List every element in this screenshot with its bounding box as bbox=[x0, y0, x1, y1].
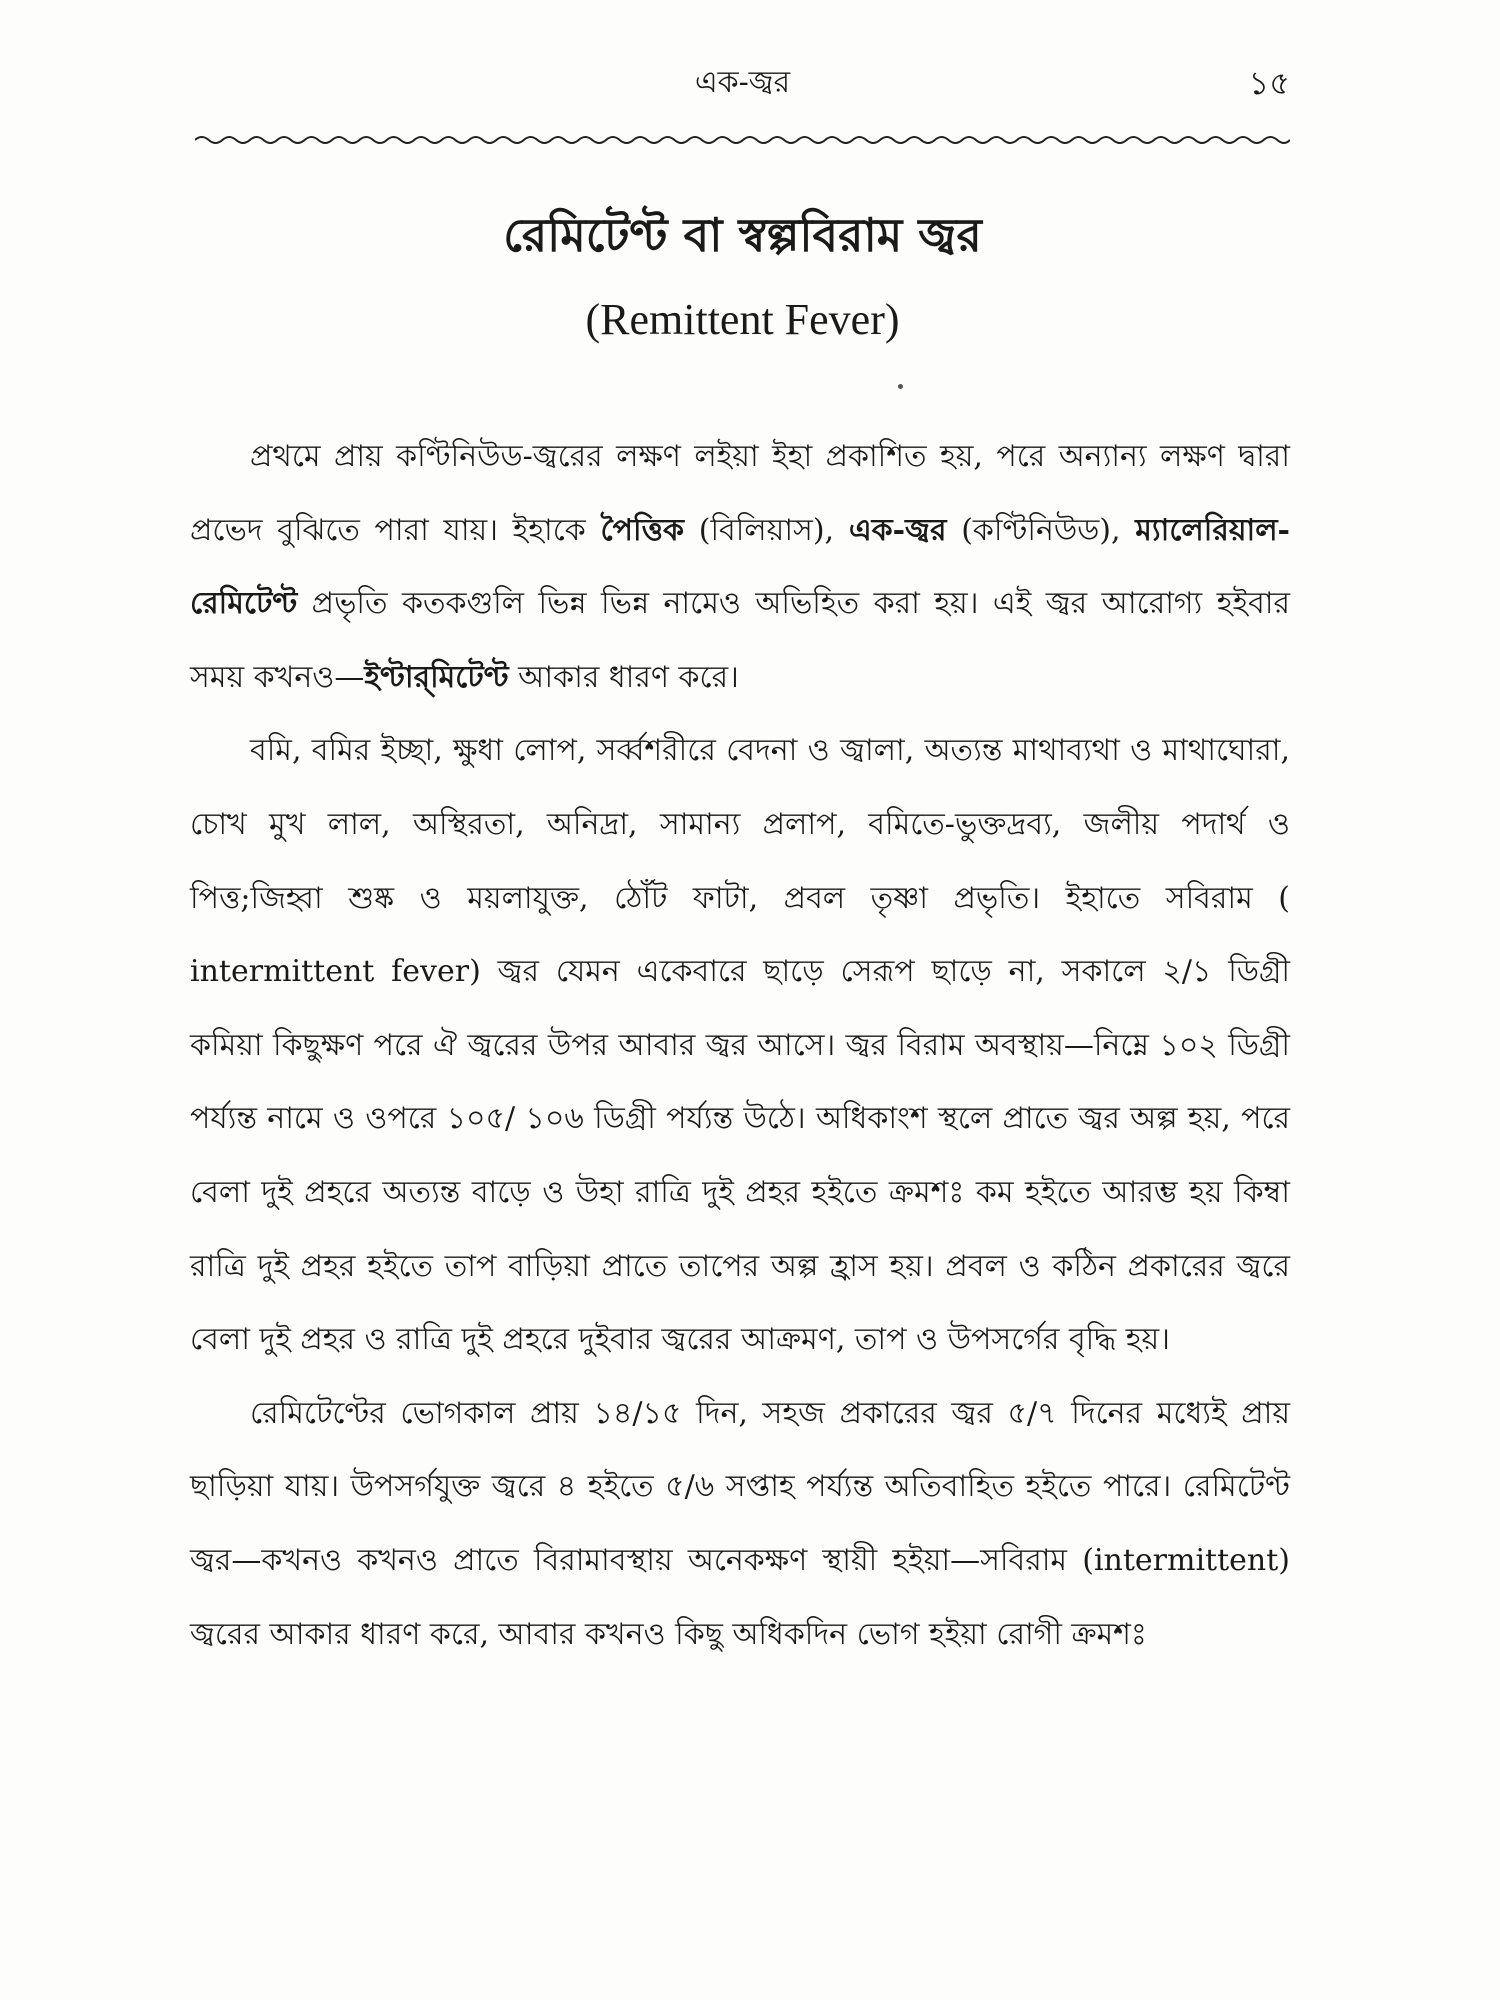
print-speck bbox=[898, 384, 903, 389]
wavy-rule-divider bbox=[195, 132, 1290, 148]
paragraph-2: বমি, বমির ইচ্ছা, ক্ষুধা লোপ, সর্ব্বশরীরে বেদনা ও জ্বালা, অত্যন্ত মাথাব্যথা ও মাথাঘোরা, চোখ মুখ লাল, অস্থিরতা, অনিদ্রা, সামান্য প্রলাপ, বমিতে-ভুক্তদ্রব্য, জলীয় পদার্থ ও পিত্ত;জিহ্বা শুষ্ক ও ময়লাযুক্ত, ঠোঁট ফাটা, প্রবল তৃষ্ণা প্রভৃতি। ইহাতে সবিরাম ( intermittent fever) জ্বর যেমন একেবারে ছাড়ে সেরূপ ছাড়ে না, সকালে ২/১ ডিগ্রী কমিয়া কিছুক্ষণ পরে ঐ জ্বরের উপর আবার জ্বর আসে। জ্বর বিরাম অবস্থায়—নিম্নে ১০২ ডিগ্রী পর্য্যন্ত নামে ও ওপরে ১০৫/ ১০৬ ডিগ্রী পর্য্যন্ত উঠে। অধিকাংশ স্থলে প্রাতে জ্বর অল্প হয়, পরে বেলা দুই প্রহরে অত্যন্ত বাড়ে ও উহা রাত্রি দুই প্রহর হইতে ক্রমশঃ কম হইতে আরম্ভ হয় কিম্বা রাত্রি দুই প্রহর হইতে তাপ বাড়িয়া প্রাতে তাপের অল্প হ্রাস হয়। প্রবল ও কঠিন প্রকারের জ্বরে বেলা দুই প্রহর ও রাত্রি দুই প্রহরে দুইবার জ্বরের আক্রমণ, তাপ ও উপসর্গের বৃদ্ধি হয়। bbox=[190, 733, 1290, 1358]
body-text bbox=[190, 420, 1290, 1671]
running-title: এক-জ্বর bbox=[694, 65, 791, 100]
chapter-title: রেমিটেণ্ট বা স্বল্পবিরাম জ্বর bbox=[503, 208, 982, 262]
paragraph-1: প্রথমে প্রায় কণ্টিনিউড-জ্বরের লক্ষণ লইয়া ইহা প্রকাশিত হয়, পরে অন্যান্য লক্ষণ দ্বারা প্রভেদ বুঝিতে পারা যায়। ইহাকে পৈত্তিক (বিলিয়াস), এক-জ্বর (কণ্টিনিউড), ম্যালেরিয়াল-রেমিটেণ্ট প্রভৃতি কতকগুলি ভিন্ন ভিন্ন নামেও অভিহিত করা হয়। এই জ্বর আরোগ্য হইবার সময় কখনও—ইণ্টার্‌মিটেণ্ট আকার ধারণ করে। bbox=[190, 439, 1290, 695]
paragraph-3: রেমিটেণ্টের ভোগকাল প্রায় ১৪/১৫ দিন, সহজ প্রকারের জ্বর ৫/৭ দিনের মধ্যেই প্রায় ছাড়িয়া যায়। উপসর্গযুক্ত জ্বরে ৪ হইতে ৫/৬ সপ্তাহ পর্য্যন্ত অতিবাহিত হইতে পারে। রেমিটেণ্ট জ্বর—কখনও কখনও প্রাতে বিরামাবস্থায় অনেকক্ষণ স্থায়ী হইয়া—সবিরাম (intermittent) জ্বরের আকার ধারণ করে, আবার কখনও কিছু অধিকদিন ভোগ হইয়া রোগী ক্রমশঃ bbox=[190, 1395, 1290, 1652]
running-head bbox=[195, 58, 1290, 108]
chapter-subtitle: (Remittent Fever) bbox=[585, 295, 900, 344]
page-number: ১৫ bbox=[1248, 64, 1290, 102]
